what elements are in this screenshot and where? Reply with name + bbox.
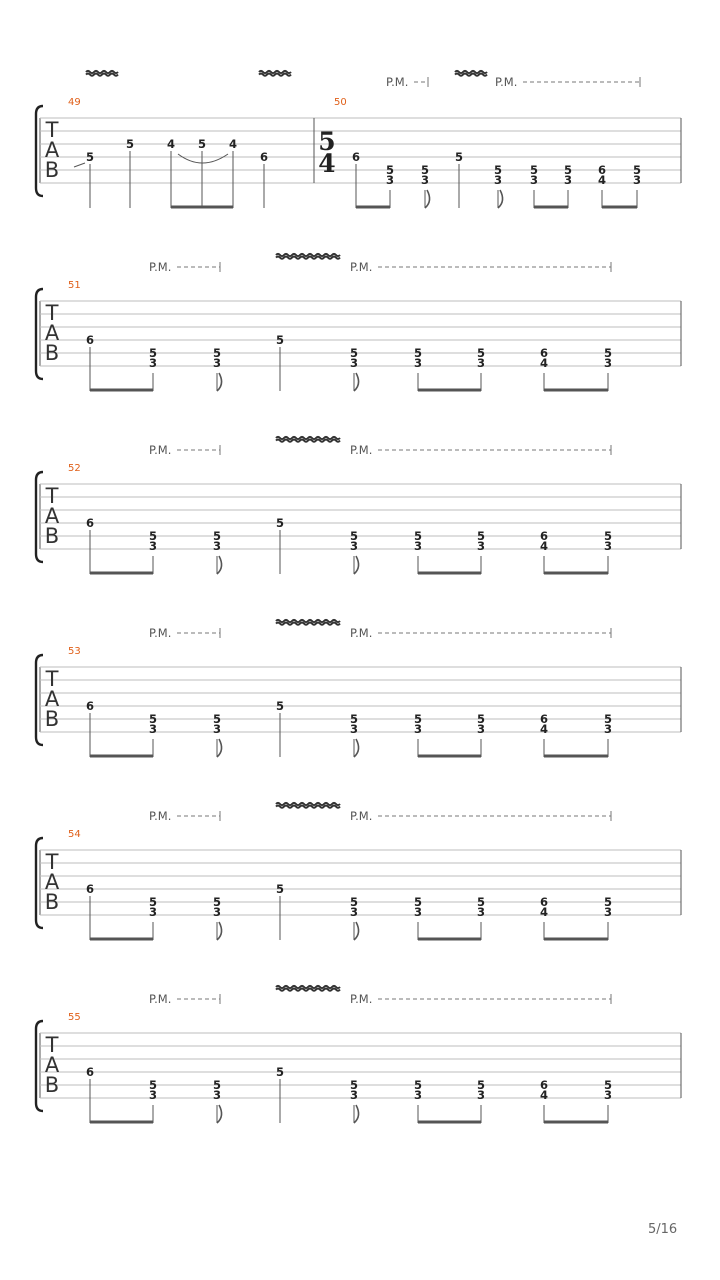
tab-clef-a: A [44,1053,60,1077]
fret-number: 3 [212,1088,222,1102]
fret-number: 3 [493,173,503,187]
fret-number: 5 [385,163,395,177]
fret-number: 3 [413,1088,423,1102]
fret-number: 5 [476,346,486,360]
tab-clef-t: T [45,850,59,874]
tab-clef-a: A [44,687,60,711]
fret-number: 6 [539,895,549,909]
measure-number: 51 [68,280,81,291]
fret-number: 3 [349,539,359,553]
fret-number: 6 [85,699,95,713]
fret-number: 4 [166,137,176,151]
measure-number: 52 [68,463,81,474]
fret-number: 5 [413,529,423,543]
palm-mute-label: P.M. [149,992,172,1006]
fret-number: 3 [476,722,486,736]
fret-number: 3 [349,905,359,919]
fret-number: 3 [603,722,613,736]
measure-number: 53 [68,646,81,657]
fret-number: 4 [539,356,549,370]
fret-number: 6 [85,516,95,530]
fret-number: 3 [212,356,222,370]
tab-system [0,243,720,443]
fret-number: 5 [275,1065,285,1079]
fret-number: 3 [413,539,423,553]
fret-number: 3 [413,905,423,919]
fret-number: 6 [539,346,549,360]
fret-number: 3 [603,539,613,553]
time-signature-top: 5 [318,127,336,156]
fret-number: 5 [603,529,613,543]
fret-number: 5 [632,163,642,177]
palm-mute-label: P.M. [495,75,518,89]
fret-number: 3 [349,1088,359,1102]
tab-system-svg [0,792,720,992]
fret-number: 6 [539,712,549,726]
fret-number: 5 [476,712,486,726]
fret-number: 5 [413,895,423,909]
palm-mute-label: P.M. [149,443,172,457]
note-flag [217,922,222,940]
fret-number: 3 [349,722,359,736]
fret-number: 5 [476,529,486,543]
fret-number: 5 [420,163,430,177]
tab-system-svg [0,426,720,626]
fret-number: 3 [212,905,222,919]
tab-clef-t: T [45,667,59,691]
fret-number: 3 [148,905,158,919]
slur-arc [178,154,228,163]
fret-number: 3 [603,356,613,370]
fret-number: 5 [148,346,158,360]
tab-clef-t: T [45,118,59,142]
fret-number: 5 [413,712,423,726]
tab-clef-b: B [44,341,60,365]
tab-system [0,609,720,809]
fret-number: 3 [563,173,573,187]
note-flag [354,1105,359,1123]
fret-number: 3 [476,905,486,919]
note-flag [217,739,222,757]
palm-mute-label: P.M. [350,626,373,640]
palm-mute-label: P.M. [149,260,172,274]
tab-system [0,792,720,992]
fret-number: 4 [539,1088,549,1102]
tab-clef-b: B [44,524,60,548]
fret-number: 5 [349,1078,359,1092]
fret-number: 6 [351,150,361,164]
tab-clef-b: B [44,158,60,182]
tab-clef-b: B [44,707,60,731]
measure-number: 54 [68,829,81,840]
tab-system-svg [0,243,720,443]
palm-mute-label: P.M. [350,443,373,457]
fret-number: 4 [539,905,549,919]
fret-number: 5 [563,163,573,177]
fret-number: 5 [212,1078,222,1092]
slide-in-mark [74,163,85,167]
palm-mute-label: P.M. [149,809,172,823]
tab-clef-t: T [45,301,59,325]
fret-number: 5 [125,137,135,151]
tab-system [0,975,720,1175]
tab-system [0,426,720,626]
fret-number: 5 [603,712,613,726]
fret-number: 5 [148,712,158,726]
fret-number: 5 [212,529,222,543]
fret-number: 3 [603,905,613,919]
fret-number: 3 [212,722,222,736]
fret-number: 5 [349,346,359,360]
tab-clef-t: T [45,1033,59,1057]
measure-number: 55 [68,1012,81,1023]
fret-number: 6 [259,150,269,164]
note-flag [354,739,359,757]
fret-number: 6 [539,529,549,543]
tab-system-svg [0,609,720,809]
fret-number: 5 [85,150,95,164]
measure-number: 49 [68,97,81,108]
fret-number: 3 [476,356,486,370]
fret-number: 4 [539,539,549,553]
fret-number: 3 [420,173,430,187]
fret-number: 5 [603,1078,613,1092]
tab-system-svg [0,60,720,260]
fret-number: 5 [349,712,359,726]
tab-clef-b: B [44,890,60,914]
fret-number: 3 [603,1088,613,1102]
fret-number: 5 [603,346,613,360]
fret-number: 3 [476,539,486,553]
fret-number: 6 [539,1078,549,1092]
fret-number: 5 [197,137,207,151]
fret-number: 4 [539,722,549,736]
palm-mute-label: P.M. [386,75,409,89]
fret-number: 3 [212,539,222,553]
palm-mute-label: P.M. [350,992,373,1006]
fret-number: 5 [148,895,158,909]
fret-number: 4 [597,173,607,187]
note-flag [354,373,359,391]
palm-mute-label: P.M. [149,626,172,640]
fret-number: 5 [603,895,613,909]
note-flag [498,190,503,208]
fret-number: 5 [349,895,359,909]
note-flag [217,1105,222,1123]
fret-number: 5 [413,1078,423,1092]
fret-number: 3 [349,356,359,370]
fret-number: 5 [275,333,285,347]
fret-number: 5 [476,895,486,909]
fret-number: 5 [212,712,222,726]
fret-number: 5 [349,529,359,543]
fret-number: 4 [228,137,238,151]
note-flag [354,922,359,940]
fret-number: 3 [413,356,423,370]
palm-mute-label: P.M. [350,260,373,274]
tab-clef-a: A [44,138,60,162]
fret-number: 3 [632,173,642,187]
tab-clef-a: A [44,504,60,528]
fret-number: 3 [413,722,423,736]
fret-number: 5 [212,895,222,909]
fret-number: 3 [385,173,395,187]
fret-number: 5 [148,529,158,543]
tab-clef-t: T [45,484,59,508]
note-flag [217,373,222,391]
fret-number: 6 [85,333,95,347]
fret-number: 5 [454,150,464,164]
fret-number: 3 [476,1088,486,1102]
fret-number: 5 [212,346,222,360]
tab-clef-b: B [44,1073,60,1097]
fret-number: 3 [148,722,158,736]
page-number: 5/16 [648,1222,678,1237]
fret-number: 6 [85,1065,95,1079]
tab-system [0,60,720,260]
fret-number: 5 [476,1078,486,1092]
fret-number: 6 [85,882,95,896]
palm-mute-label: P.M. [350,809,373,823]
fret-number: 6 [597,163,607,177]
fret-number: 5 [275,516,285,530]
fret-number: 5 [275,699,285,713]
note-flag [354,556,359,574]
tab-clef-a: A [44,870,60,894]
note-flag [217,556,222,574]
fret-number: 3 [148,1088,158,1102]
fret-number: 5 [529,163,539,177]
fret-number: 3 [148,356,158,370]
fret-number: 3 [529,173,539,187]
time-signature-bottom: 4 [318,149,336,178]
fret-number: 3 [148,539,158,553]
fret-number: 5 [493,163,503,177]
fret-number: 5 [413,346,423,360]
fret-number: 5 [148,1078,158,1092]
note-flag [425,190,430,208]
measure-number: 50 [334,97,347,108]
fret-number: 5 [275,882,285,896]
tab-clef-a: A [44,321,60,345]
tab-system-svg [0,975,720,1175]
